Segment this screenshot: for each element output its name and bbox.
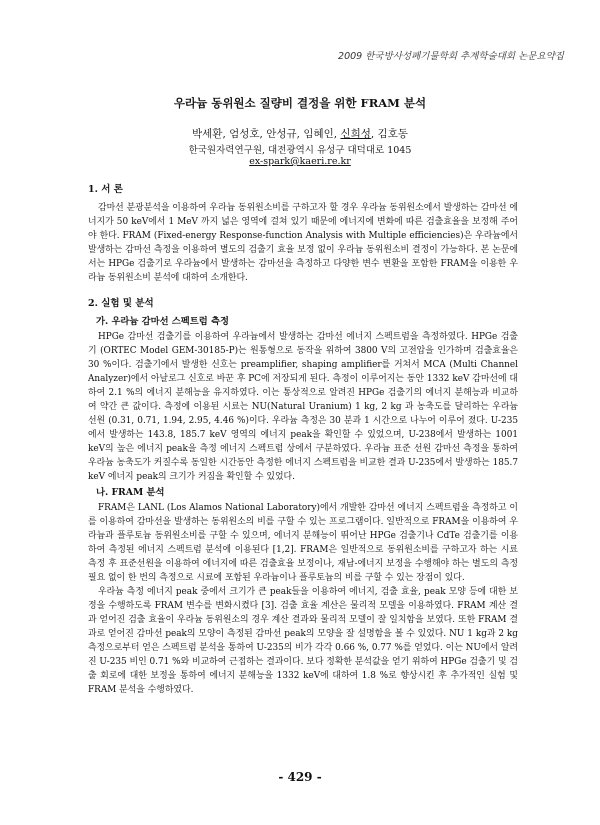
section-methods — [88, 297, 518, 697]
paper-title: 우라늄 동위원소 질량비 결정을 위한 FRAM 분석 — [173, 96, 427, 110]
section-heading: 1. 서 론 — [88, 184, 123, 195]
body-paragraph: 감마선 분광분석을 이용하여 우라늄 동위원소비를 구하고자 할 경우 우라늄 동위원소에서 발생하는 감마선 에너지가 50 keV에서 1 MeV 까지 넓은 영역에 걸쳐 있기 때문에 에너지에 변화에 따른 검출효율을 보정해 주어야 한다. FRAM (Fixed-energy Response-function Analysis with Multiple efficiencies)은 우라늄에서 발생하는 감마선 측정을 이용하여 별도의 검출기 효율 보정 없이 우라늄 동위원소비 결정이 가능하다. 본 논문에서는 HPGe 검출기로 우라늄에서 발생하는 감마선을 측정하고 다양한 변수 변환을 포함한 FRAM을 이용한 우라늄 동위원소비 분석에 대하여 소개한다. — [88, 203, 518, 283]
section-introduction — [88, 183, 518, 285]
body-paragraph: HPGe 감마선 검출기를 이용하여 우라늄에서 발생하는 감마선 에너지 스펙트럼을 측정하였다. HPGe 검출기 (ORTEC Model GEM-30185-P)는 원통형으로 동작을 위하여 3800 V의 고전압을 인가하며 검출효율은 30 %이다. 검출기에서 발생한 신호는 preamplifier, shaping amplifier를 거쳐서 MCA (Multi Channel Analyzer)에서 아날로그 신호로 바꾼 후 PC에 저장되게 된다. 측정이 이루어지는 동안 1332 keV 감마선에 대하여 2.1 %의 에너지 분해능을 유지하였다. 이는 통상적으로 알려진 HPGe 검출기의 에너지 분해능과 비교하여 약간 큰 값이다. 측정에 이용된 시료는 NU(Natural Uranium) 1 kg, 2 kg 과 농축도를 달리하는 우라늄 선원 (0.31, 0.71, 1.94, 2.95, 4.46 %)이다. 우라늄 측정은 30 분과 1 시간으로 나누어 이루어 졌다. U-235에서 발생하는 143.8, 185.7 keV 영역의 에너지 peak을 확인할 수 있었으며, U-238에서 발생하는 1001 keV의 높은 에너지 peak을 측정 에너지 스펙트럼 상에서 구분하였다. 우라늄 표준 선원 감마선 측정을 통하여 우라늄 농축도가 커질수록 동일한 시간동안 측정한 에너지 스펙트럼을 비교한 결과 U-235에서 발생하는 185.7 keV 에너지 peak의 크기가 커짐을 확인할 수 있었다. — [88, 332, 518, 482]
subsection-heading: 가. 우라늄 감마선 스펙트럼 측정 — [96, 316, 229, 327]
author-list — [0, 126, 600, 141]
authors-text-end: , 김호동 — [370, 128, 408, 140]
body-paragraph: FRAM은 LANL (Los Alamos National Laboratory)에서 개발한 감마선 에너지 스펙트럼을 측정하고 이를 이용하여 감마선을 발생하는 동위원소의 비를 구할 수 있는 프로그램이다. 일반적으로 FRAM을 이용하여 우라늄과 플루토늄 동위원소비를 구할 수 있으며, 에너지 분해능이 뛰어난 HPGe 검출기나 CdTe 검출기를 이용하여 측정된 에너지 스펙트럼 분석에 이용된다 [1,2]. FRAM은 일반적으로 동위원소비를 구하고자 하는 시료 측정 후 표준선원을 이용하여 에너지에 따른 검출효율 보정이나, 재남-에너지 보정을 수행해야 하는 별도의 측정 필요 없이 한 번의 측정으로 시료에 포함된 우라늄이나 플루토늄의 비를 구할 수 있는 장점이 있다. — [88, 503, 518, 583]
affiliation: 한국원자력연구원, 대전광역시 유성구 대덕대로 1045 — [188, 145, 412, 156]
subsection-heading: 나. FRAM 분석 — [96, 487, 165, 498]
email-link[interactable]: ex-spark@kaeri.re.kr — [249, 156, 351, 167]
running-header: 2009 한국방사성폐기물학회 추계학술대회 논문요약집 — [338, 51, 564, 62]
section-heading: 2. 실험 및 분석 — [88, 298, 154, 309]
authors-text: 박세환, 엄성호, 안성규, 임혜인, — [192, 128, 341, 140]
corresponding-author: 신희성 — [340, 128, 371, 140]
page-number: - 429 - — [278, 770, 322, 784]
body-paragraph: 우라늄 측정 에너지 peak 중에서 크기가 큰 peak들을 이용하여 에너지, 검출 효율, peak 모양 등에 대한 보정을 수행하도록 FRAM 변수를 변화시켰다 [3]. 검출 효율 계산은 물리적 모델을 이용하였다. FRAM 계산 결과 얻어진 검출 효율이 우라늄 동위원소의 경우 계산 결과와 물리적 모델이 잘 일치함을 보였다. 또한 FRAM 결과로 얻어진 감마선 peak의 모양이 측정된 감마선 peak의 모양을 잘 설명함을 볼 수 있었다. NU 1 kg과 2 kg 측정으로부터 얻은 스펙트럼 분석을 통하여 U-235의 비가 각각 0.66 %, 0.77 %를 얻었다. 이는 NU에서 알려진 U-235 비인 0.71 %와 비교하여 근접하는 결과이다. 보다 정확한 분석값을 얻기 위하여 HPGe 검출기 및 검출 회로에 대한 보정을 통하여 에너지 분해능을 1332 keV에 대하여 1.8 %로 향상시킨 후 추가적인 실험 및 FRAM 분석을 수행하였다. — [88, 587, 518, 695]
